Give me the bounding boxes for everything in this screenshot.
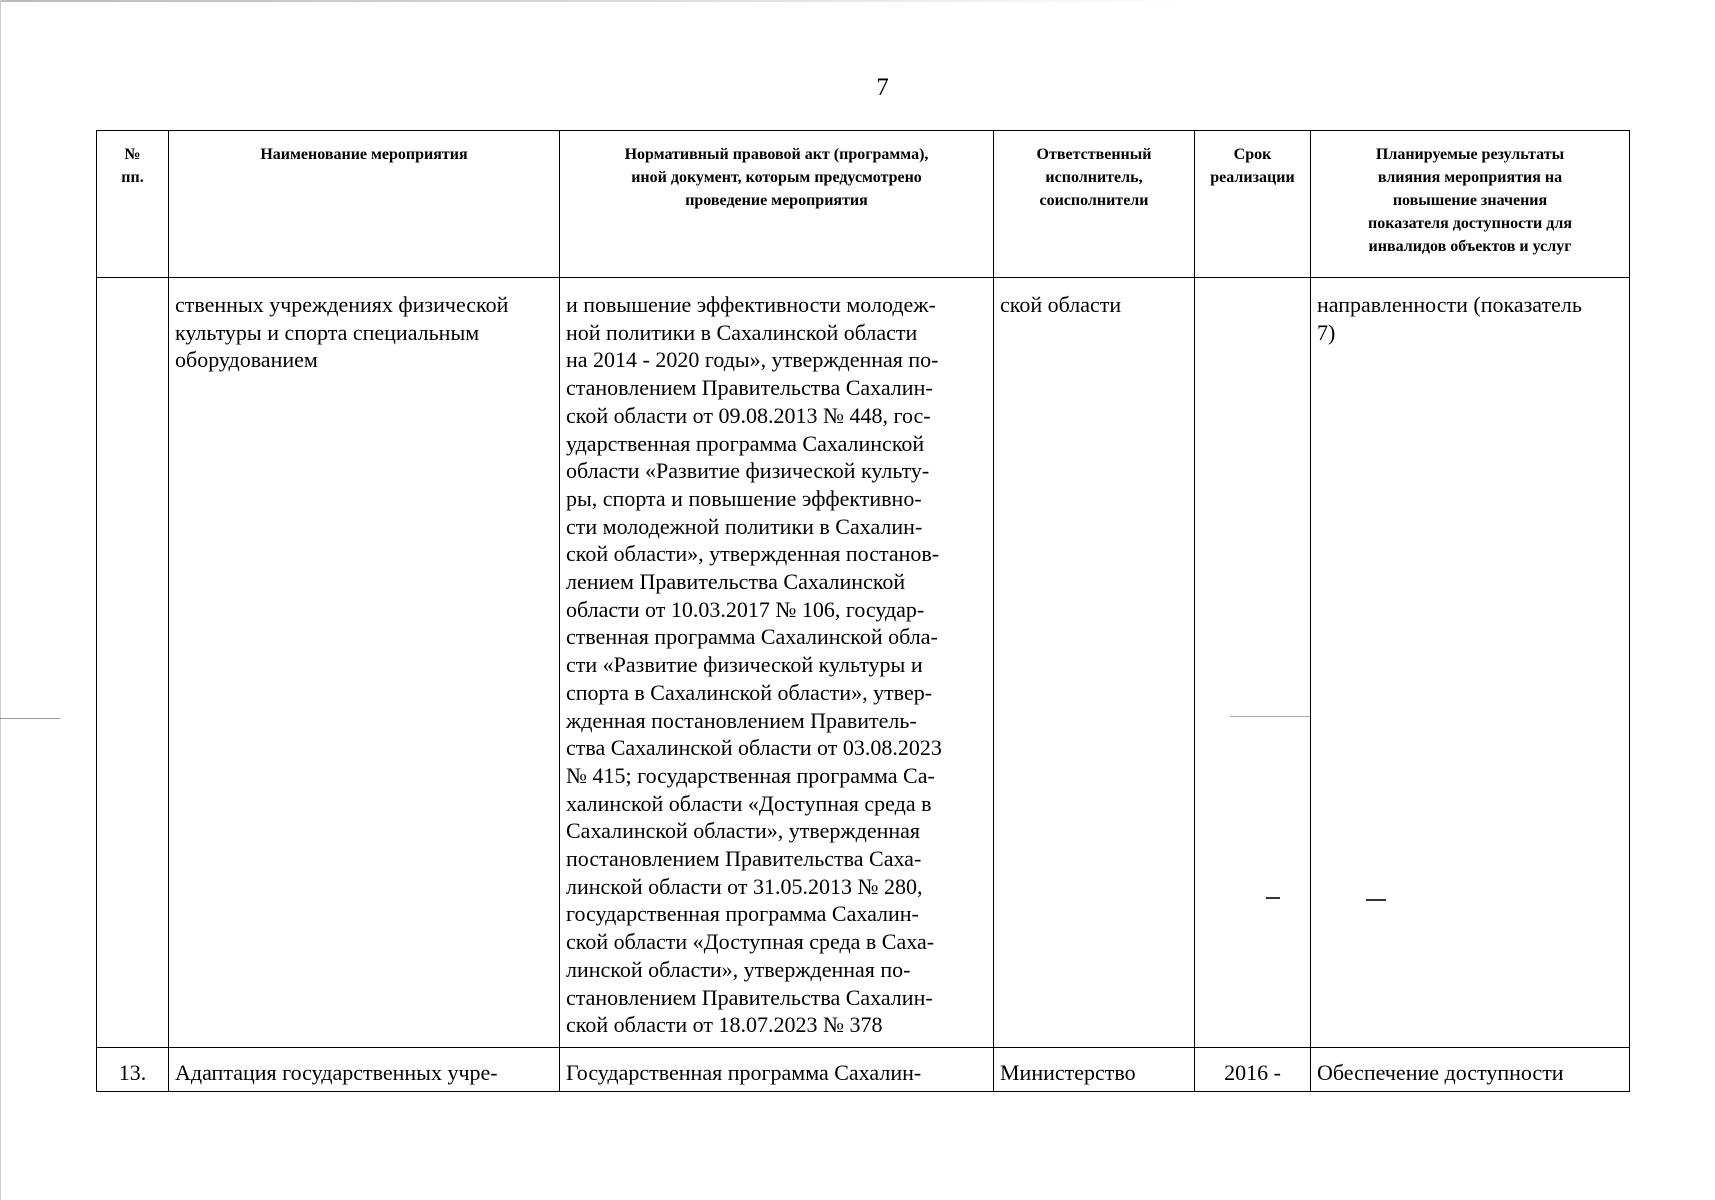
header-num: № пп. — [97, 131, 169, 278]
table-header-row — [97, 131, 1630, 278]
cell-name: Адаптация государственных учре- — [169, 1047, 560, 1091]
cell-result: Обеспечение доступности — [1311, 1047, 1630, 1091]
header-act: Нормативный правовой акт (программа), иной документ, которым предусмотрено проведение мероприятия — [560, 131, 994, 278]
table-row — [97, 1047, 1630, 1091]
cell-num — [97, 278, 169, 1048]
header-executor: Ответственный исполнитель, соисполнители — [994, 131, 1195, 278]
cell-executor: Министерство — [994, 1047, 1195, 1091]
header-term: Срок реализации — [1195, 131, 1311, 278]
scan-speck — [0, 718, 60, 719]
page-number: 7 — [876, 74, 889, 101]
table-row — [97, 278, 1630, 1048]
cell-act: и повышение эффективности молодеж- ной политики в Сахалинской области на 2014 - 2020 годы», утвержденная по- становлением Правительства Сахалин- ской области от 09.08.2013 № 448, гос- ударственная программа Сахалинской области «Развитие физической культу- ры, спорта и повышение эффективно- сти молодежной политики в Сахалин- ской области», утвержденная постанов- лением Правительства Сахалинской области от 10.03.2017 № 106, государ- ственная программа Сахалинской обла- сти «Развитие физической культуры и спорта в Сахалинской области», утвер- жденная постановлением Правитель- ства Сахалинской области от 03.08.2023 № 415; государственная программа Са- халинской области «Доступная среда в Сахалинской области», утвержденная постановлением Правительства Саха- линской области от 31.05.2013 № 280, государственная программа Сахалин- ской области «Доступная среда в Саха- линской области», утвержденная по- становлением Правительства Сахалин- ской области от 18.07.2023 № 378 — [560, 278, 994, 1048]
cell-term — [1195, 278, 1311, 1048]
cell-num: 13. — [97, 1047, 169, 1091]
cell-result: направленности (показатель 7) — [1311, 278, 1630, 1048]
scan-speck — [1366, 899, 1386, 901]
cell-executor: ской области — [994, 278, 1195, 1048]
cell-name: ственных учреждениях физической культуры и спорта специальным оборудованием — [169, 278, 560, 1048]
scan-speck — [1230, 716, 1310, 717]
scan-speck — [1266, 897, 1280, 899]
scan-edge — [0, 0, 1715, 2]
cell-act: Государственная программа Сахалин- — [560, 1047, 994, 1091]
cell-term: 2016 - — [1195, 1047, 1311, 1091]
header-result: Планируемые результаты влияния мероприятия на повышение значения показателя доступности для инвалидов объектов и услуг — [1311, 131, 1630, 278]
scan-left-edge — [0, 0, 1, 1200]
header-name: Наименование мероприятия — [169, 131, 560, 278]
measures-table — [96, 130, 1630, 1092]
